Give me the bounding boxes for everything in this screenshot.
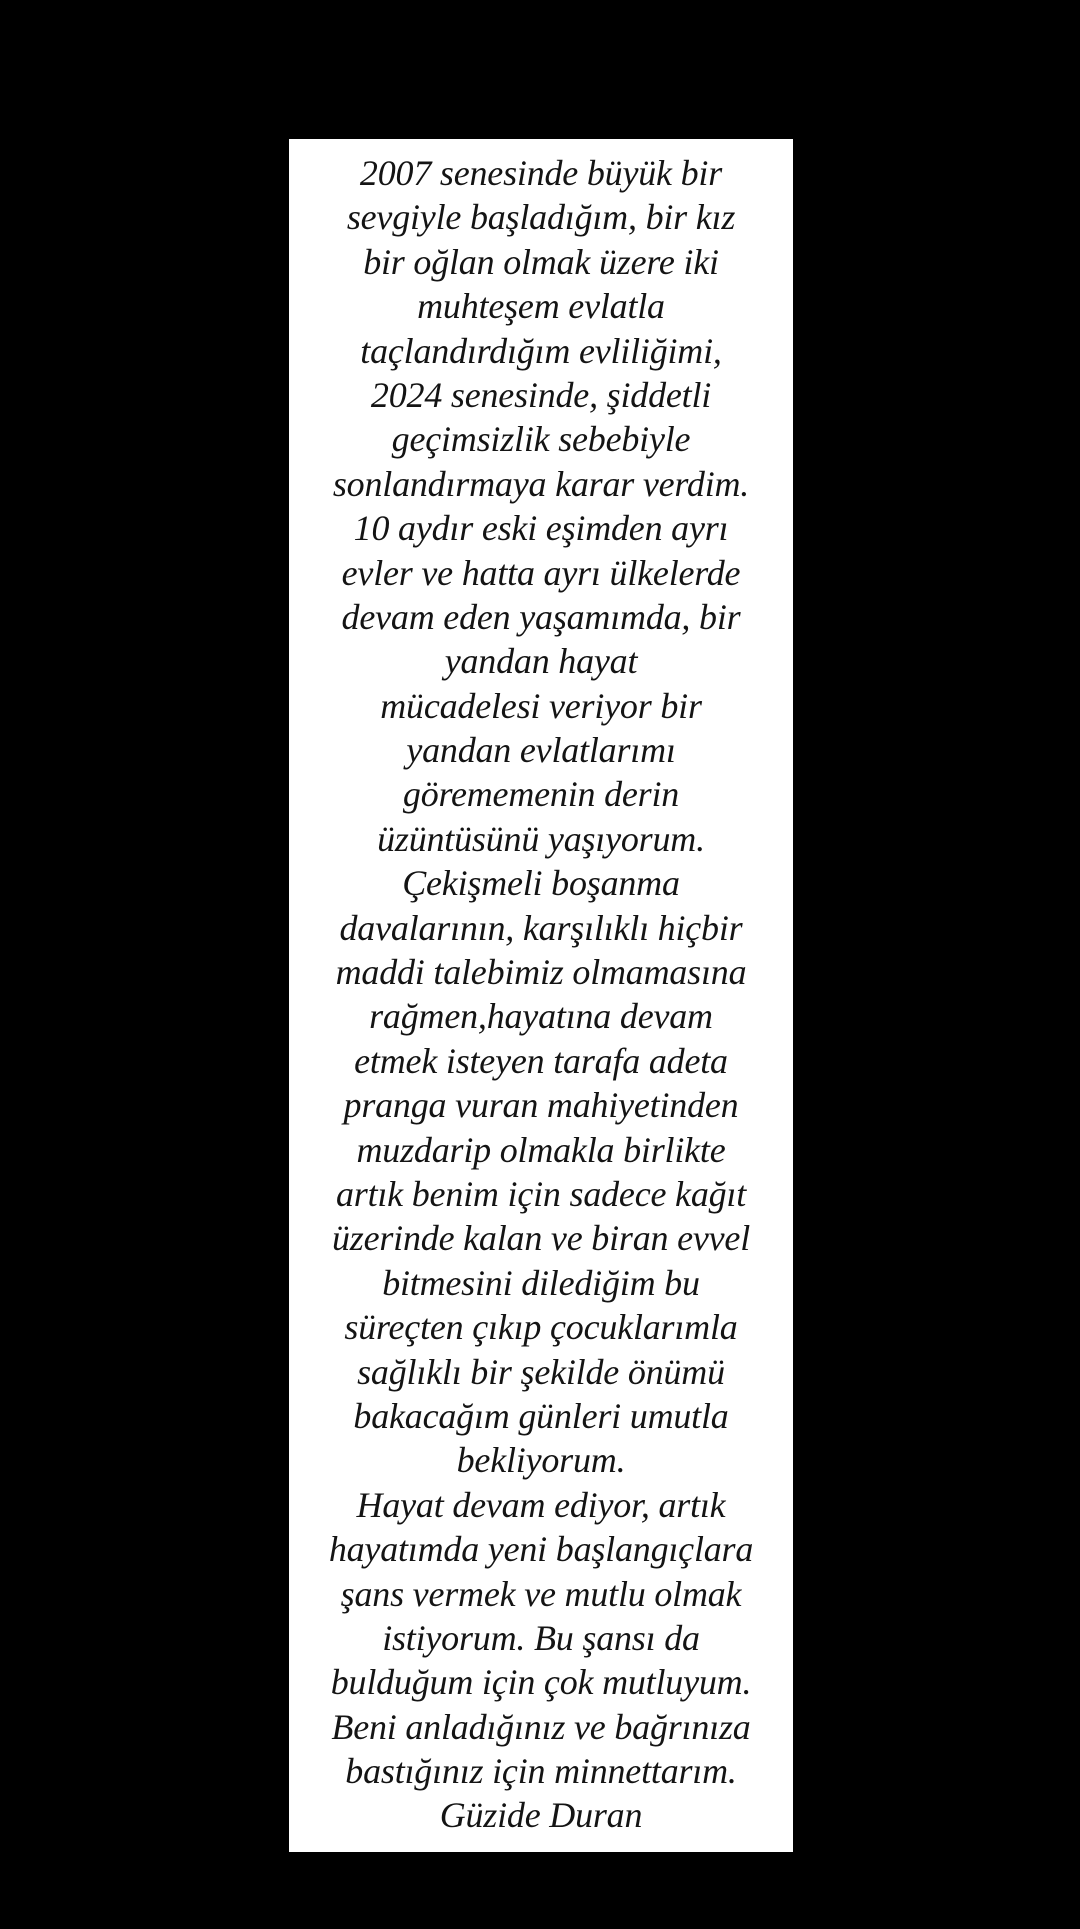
statement-line-1: 2007 senesinde büyük bir [359,153,723,193]
statement-line-25: üzerinde kalan ve biran evvel [331,1218,751,1259]
statement-line-10: evler ve hatta ayrı ülkelerde [341,552,741,593]
statement-line-24: artık benim için sadece kağıt [335,1173,747,1214]
statement-line-15: görememenin derin [402,774,680,815]
statement-line-35: bulduğum için çok mutluyum. [330,1662,752,1703]
statement-line-9: 10 aydır eski eşimden ayrı [353,508,729,549]
statement-line-29: bakacağım günleri umutla [353,1395,729,1436]
statement-line-13: mücadelesi veriyor bir [380,685,702,726]
statement-card [289,139,793,1852]
statement-line-17: Çekişmeli boşanma [402,863,680,904]
statement-line-5: taçlandırdığım evliliğimi, [360,330,722,371]
statement-line-12: yandan hayat [444,641,638,682]
statement-line-32: hayatımda yeni başlangıçlara [328,1529,754,1570]
statement-line-8: sonlandırmaya karar verdim. [332,463,750,504]
statement-line-6: 2024 senesinde, şiddetli [370,374,712,415]
statement-line-16: üzüntüsünü yaşıyorum. [377,818,705,859]
statement-line-33: şans vermek ve mutlu olmak [340,1573,742,1614]
statement-line-18: davalarının, karşılıklı hiçbir [339,907,743,948]
statement-line-31: Hayat devam ediyor, artık [356,1484,726,1525]
statement-line-7: geçimsizlik sebebiyle [391,419,691,460]
statement-line-11: devam eden yaşamımda, bir [341,596,741,637]
statement-line-28: sağlıklı bir şekilde önümü [357,1351,725,1392]
statement-line-30: bekliyorum. [456,1440,626,1481]
statement-line-37: bastığınız için minnettarım. [345,1751,737,1792]
statement-line-23: muzdarip olmakla birlikte [356,1129,726,1170]
statement-line-36: Beni anladığınız ve bağrınıza [331,1706,751,1747]
statement-line-3: bir oğlan olmak üzere iki [363,241,719,282]
statement-line-26: bitmesini dilediğim bu [382,1262,700,1303]
statement-line-2: sevgiyle başladığım, bir kız [346,197,736,238]
statement-line-22: pranga vuran mahiyetinden [343,1085,739,1126]
statement-line-34: istiyorum. Bu şansı da [382,1617,700,1658]
statement-line-20: rağmen,hayatına devam [369,996,713,1037]
statement-signature: Güzide Duran [439,1795,643,1836]
statement-line-21: etmek isteyen tarafa adeta [354,1040,728,1081]
statement-line-4: muhteşem evlatla [417,286,665,327]
statement-line-27: süreçten çıkıp çocuklarımla [344,1307,738,1348]
statement-line-19: maddi talebimiz olmamasına [335,952,747,993]
statement-line-14: yandan evlatlarımı [406,730,676,771]
